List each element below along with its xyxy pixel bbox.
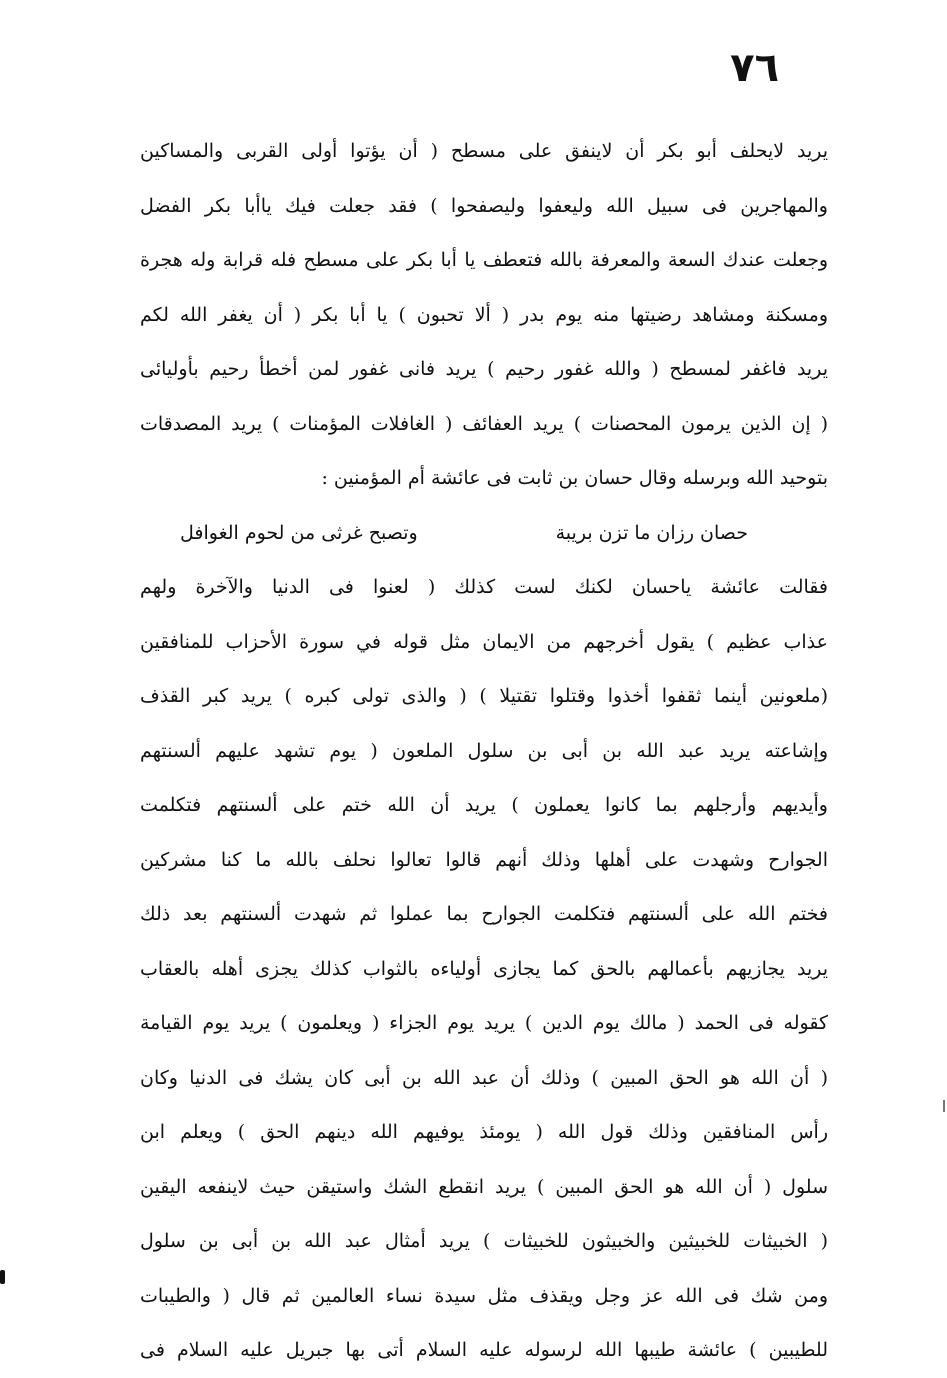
page-number: ٧٦	[730, 45, 779, 91]
text-line: فختم الله على ألسنتهم فتكلمت الجوارح بما عملوا ثم شهدت ألسنتهم بعد ذلك	[140, 903, 828, 925]
scan-edge-mark	[943, 1100, 945, 1112]
text-line: وجعلت عندك السعة والمعرفة بالله فتعطف يا أبا بكر على مسطح فله قرابة وله هجرة	[140, 249, 828, 271]
text-line: يريد لايحلف أبو بكر أن لاينفق على مسطح ( أن يؤتوا أولى القربى والمساكين	[140, 140, 828, 162]
text-line: للطيبين ) عائشة طيبها الله لرسوله عليه السلام أتى بها جبريل عليه السلام فى	[140, 1339, 828, 1361]
text-line: كقوله فى الحمد ( مالك يوم الدين ) يريد يوم الجزاء ( ويعلمون ) يريد يوم القيامة	[140, 1012, 828, 1034]
text-line: (ملعونين أينما ثقفوا أخذوا وقتلوا تقتيلا ) ( والذى تولى كبره ) يريد كبر القذف	[140, 685, 828, 707]
verse-first-hemistich: حصان رزان ما تزن بريبة	[555, 521, 748, 544]
text-line: ( أن الله هو الحق المبين ) وذلك أن عبد الله بن أبى كان يشك فى الدنيا وكان	[140, 1066, 828, 1089]
text-line: ومن شك فى الله عز وجل ويقذف مثل سيدة نساء العالمين ثم قال ( والطيبات	[140, 1284, 828, 1307]
text-line: سلول ( أن الله هو الحق المبين ) يريد انقطع الشك واستيقن حيث لاينفعه اليقين	[140, 1175, 828, 1198]
text-line: يريد فاغفر لمسطح ( والله غفور رحيم ) يريد فانى غفور لمن أخطأ رحيم بأوليائى	[140, 358, 828, 380]
text-line: عذاب عظيم ) يقول أخرجهم من الايمان مثل قوله في سورة الأحزاب للمنافقين	[140, 630, 828, 653]
text-line: الجوارح وشهدت على أهلها وذلك أنهم قالوا تعالوا نحلف بالله ما كنا مشركين	[140, 848, 828, 871]
text-line: رأس المنافقين وذلك قول الله ( يومئذ يوفيهم الله دينهم الحق ) ويعلم ابن	[140, 1121, 828, 1143]
text-line: فقالت عائشة ياحسان لكنك لست كذلك ( لعنوا فى الدنيا والآخرة ولهم	[140, 576, 828, 598]
text-line: ومسكنة ومشاهد رضيتها منه يوم بدر ( ألا تحبون ) يا أبا بكر ( أن يغفر الله لكم	[140, 303, 828, 326]
body-text	[140, 124, 828, 1378]
poetry-verse	[140, 506, 828, 561]
text-line: وأيديهم وأرجلهم بما كانوا يعملون ) يريد أن الله ختم على ألسنتهم فتكلمت	[140, 794, 828, 816]
verse-second-hemistich: وتصبح غرثى من لحوم الغوافل	[180, 521, 418, 544]
text-line: بتوحيد الله وبرسله وقال حسان بن ثابت فى عائشة أم المؤمنين :	[321, 467, 828, 489]
text-line: ( الخبيثات للخبيثين والخبيثون للخبيثات ) يريد أمثال عبد الله بن أبى بن سلول	[140, 1230, 828, 1252]
text-line: ( إن الذين يرمون المحصنات ) يريد العفائف ( الغافلات المؤمنات ) يريد المصدقات	[140, 412, 828, 435]
text-line: وإشاعته يريد عبد الله بن أبى بن سلول الملعون ( يوم تشهد عليهم ألسنتهم	[140, 739, 828, 762]
scan-edge-mark	[0, 1270, 5, 1284]
text-line: يريد يجازيهم بأعمالهم بالحق كما يجازى أولياءه بالثواب كذلك يجزى أهله بالعقاب	[140, 957, 828, 980]
text-line: والمهاجرين فى سبيل الله وليعفوا وليصفحوا ) فقد جعلت فيك ياأبا بكر الفضل	[140, 194, 828, 217]
